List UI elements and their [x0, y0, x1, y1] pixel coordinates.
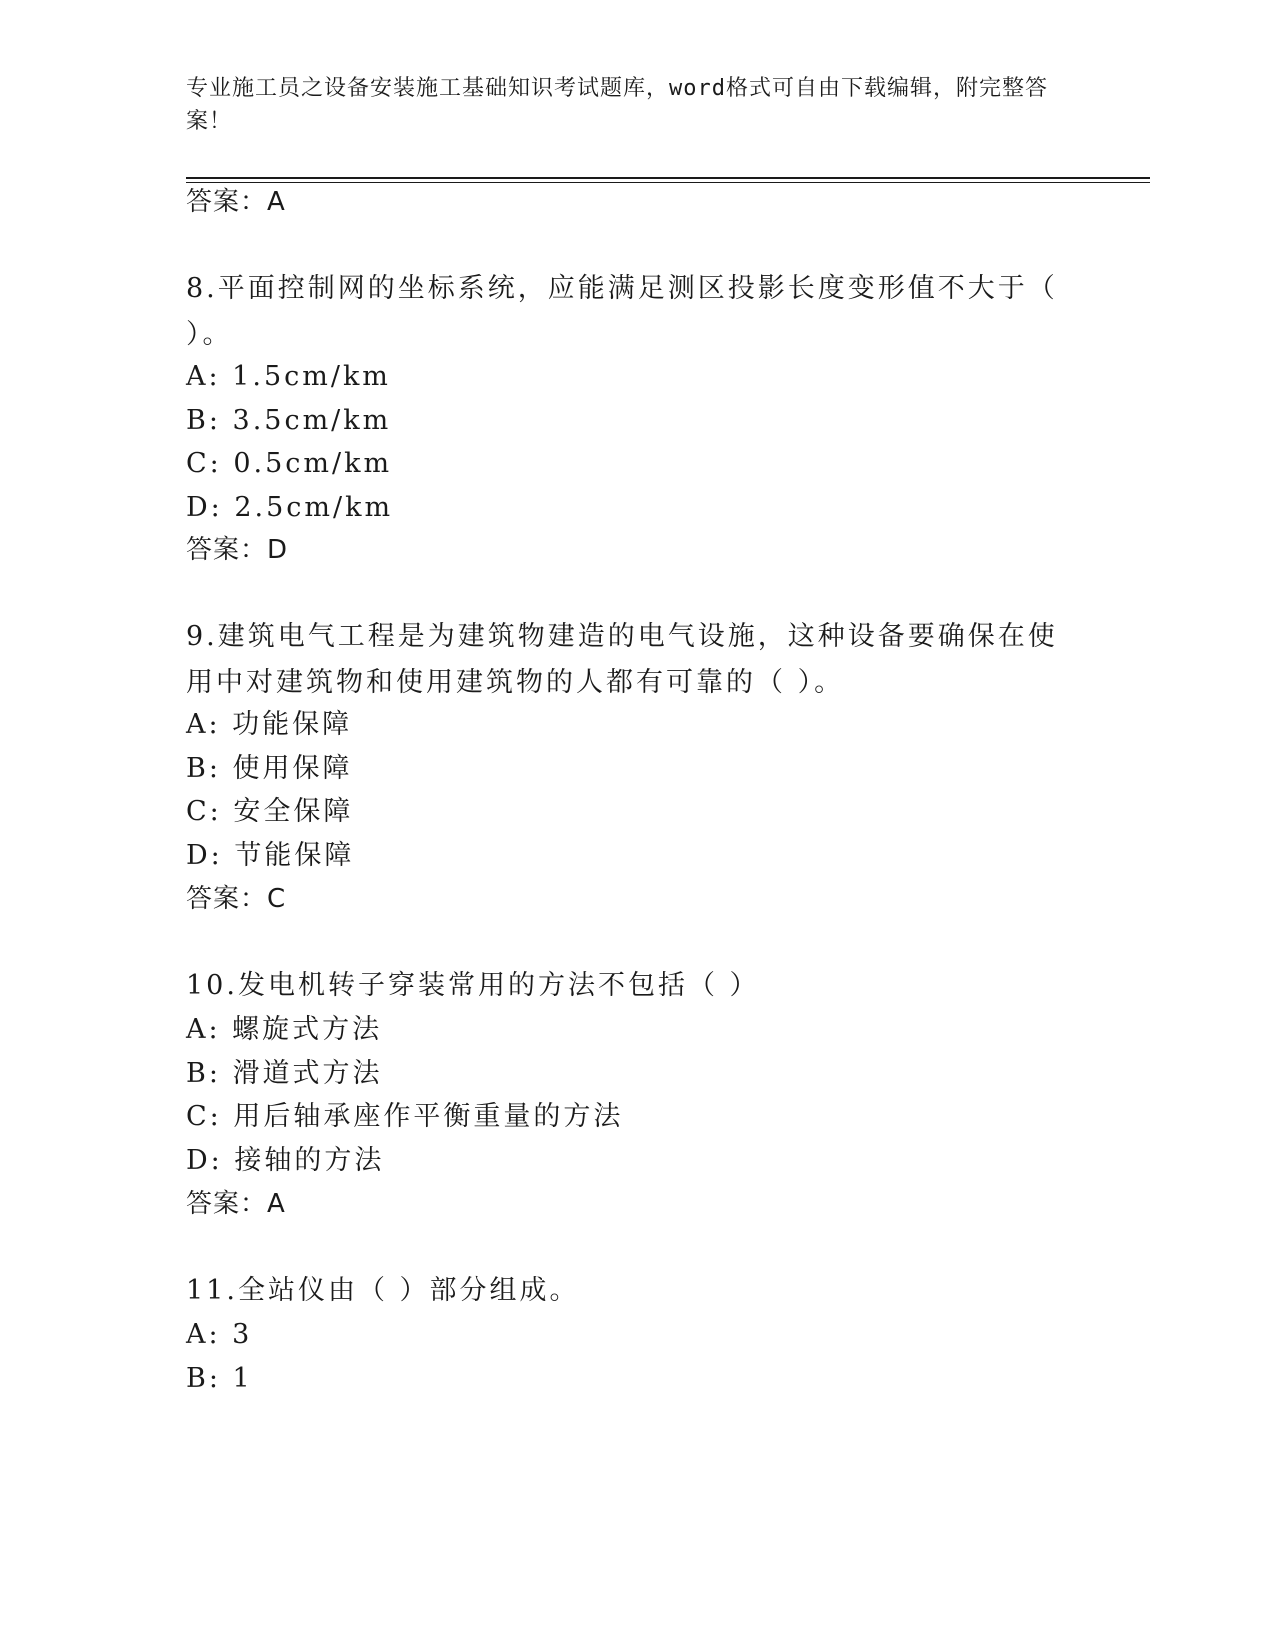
header-rule-thin [186, 182, 1150, 183]
question-8-option-b: B: 3.5cm/km [186, 405, 392, 436]
question-8-option-c: C: 0.5cm/km [186, 448, 393, 479]
question-10-option-d: D: 接轴的方法 [186, 1145, 385, 1176]
question-9-option-a: A: 功能保障 [186, 709, 353, 740]
question-8-answer: 答案：D [186, 535, 289, 565]
question-8-stem: 8.平面控制网的坐标系统，应能满足测区投影长度变形值不大于（ ）。 [186, 273, 1058, 350]
question-9-option-d: D: 节能保障 [186, 840, 355, 871]
question-11-option-a: A: 3 [186, 1319, 253, 1350]
question-10-option-b: B: 滑道式方法 [186, 1058, 383, 1089]
question-10-stem: 10.发电机转子穿装常用的方法不包括（ ） [186, 970, 760, 1001]
question-8-option-a: A: 1.5cm/km [186, 361, 391, 392]
question-9-stem: 9.建筑电气工程是为建筑物建造的电气设施，这种设备要确保在使用中对建筑物和使用建筑物的人都有可靠的（ ）。 [186, 621, 1058, 698]
question-11-stem: 11.全站仪由（ ）部分组成。 [186, 1275, 580, 1306]
question-9-option-c: C: 安全保障 [186, 796, 354, 827]
answer-previous: 答案：A [186, 187, 286, 217]
header-rule-thick [186, 177, 1150, 179]
question-8-option-d: D: 2.5cm/km [186, 492, 394, 523]
question-11-option-b: B: 1 [186, 1363, 253, 1394]
question-10-option-c: C: 用后轴承座作平衡重量的方法 [186, 1101, 624, 1132]
question-10-answer: 答案：A [186, 1189, 286, 1219]
question-9-answer: 答案：C [186, 884, 287, 914]
question-10-option-a: A: 螺旋式方法 [186, 1014, 383, 1045]
question-9-option-b: B: 使用保障 [186, 753, 353, 784]
page-header-text: 专业施工员之设备安装施工基础知识考试题库，word格式可自由下载编辑，附完整答案！ [186, 76, 1048, 134]
